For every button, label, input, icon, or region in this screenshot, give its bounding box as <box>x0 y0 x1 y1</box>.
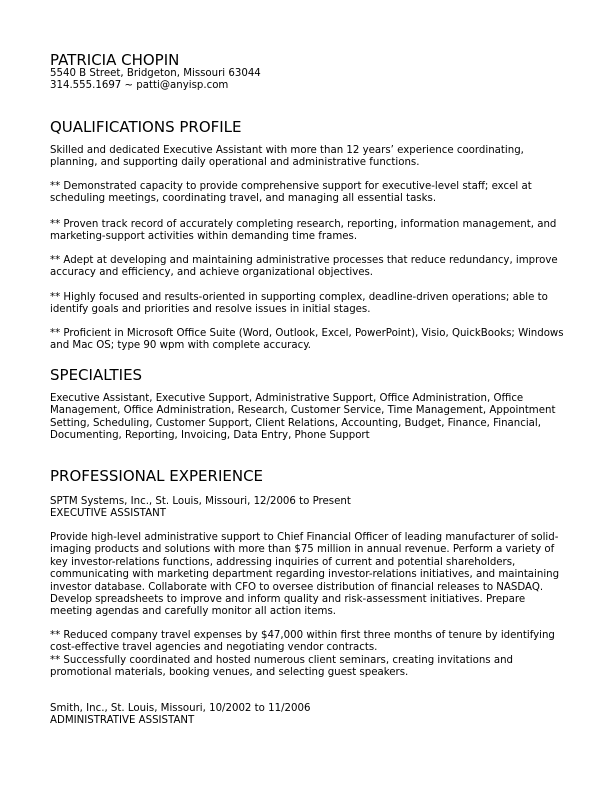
qualification-bullet: ** Highly focused and results-oriented in supporting complex, deadline-driven operations; able to identify goals and priorities and resolve issues in initial stages. <box>50 292 548 316</box>
address-line: 5540 B Street, Bridgeton, Missouri 63044 <box>50 68 261 79</box>
specialties-heading: SPECIALTIES <box>50 366 143 384</box>
job-description: Provide high-level administrative support to Chief Financial Officer of leading manufacturer of solid-imaging products and solutions with more than $75 million in annual revenue. Perform a variety of key investor-relations functions, addressing inquiries of current and potential shareholders, communicating with marketing department regarding investor-relations initiatives, and maintaining investor database. Collaborate with CFO to oversee distribution of financial releases to NASDAQ. Develop spreadsheets to improve and inform quality and risk-assessment initiatives. Prepare meeting agendas and carefully monitor all action items. <box>50 532 560 618</box>
qualifications-heading: QUALIFICATIONS PROFILE <box>50 118 242 136</box>
job-title: ADMINISTRATIVE ASSISTANT <box>50 715 195 726</box>
qualification-bullet: ** Proficient in Microsoft Office Suite (Word, Outlook, Excel, PowerPoint), Visio, QuickBooks; Windows and Mac OS; type 90 wpm with complete accuracy. <box>50 328 564 352</box>
job-achievement: ** Successfully coordinated and hosted numerous client seminars, creating invitations and promotional materials, booking venues, and selecting guest speakers. <box>50 655 514 679</box>
job-achievement: ** Reduced company travel expenses by $47,000 within first three months of tenure by identifying cost-effective travel agencies and negotiating vendor contracts. <box>50 630 555 654</box>
qualification-bullet: ** Proven track record of accurately completing research, reporting, information management, and marketing-support activities within demanding time frames. <box>50 219 557 243</box>
qualification-bullet: ** Demonstrated capacity to provide comprehensive support for executive-level staff; excel at scheduling meetings, coordinating travel, and managing all essential tasks. <box>50 181 532 205</box>
job-title: EXECUTIVE ASSISTANT <box>50 508 166 519</box>
specialties-list: Executive Assistant, Executive Support, Administrative Support, Office Administration, Office Management, Office Administration, Research, Customer Service, Time Management, Appointment Setting, Scheduling, Customer Support, Client Relations, Accounting, Budget, Finance, Financial, Documenting, Reporting, Invoicing, Data Entry, Phone Support <box>50 393 556 442</box>
experience-heading: PROFESSIONAL EXPERIENCE <box>50 467 264 485</box>
job-company: Smith, Inc., St. Louis, Missouri, 10/2002 to 11/2006 <box>50 703 311 714</box>
candidate-name: PATRICIA CHOPIN <box>50 51 180 69</box>
qualification-bullet: ** Adept at developing and maintaining administrative processes that reduce redundancy, improve accuracy and efficiency, and achieve organizational objectives. <box>50 255 558 279</box>
qualifications-intro: Skilled and dedicated Executive Assistant with more than 12 years’ experience coordinating, planning, and supporting daily operational and administrative functions. <box>50 145 524 169</box>
job-company: SPTM Systems, Inc., St. Louis, Missouri, 12/2006 to Present <box>50 496 351 507</box>
contact-line: 314.555.1697 ~ patti@anyisp.com <box>50 80 229 91</box>
